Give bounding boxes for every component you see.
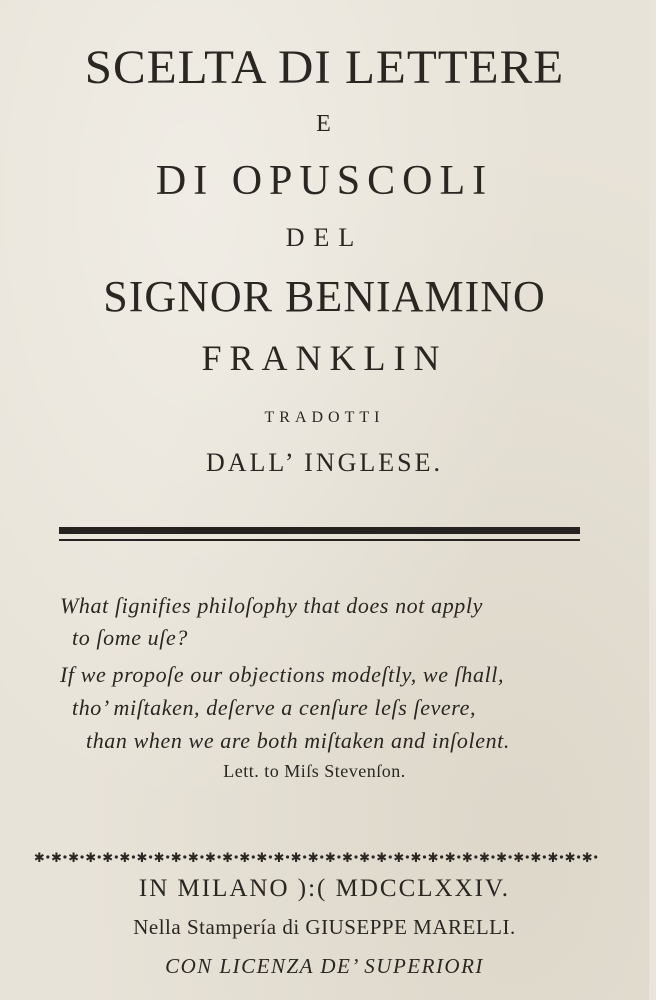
ornament-dot-icon (217, 855, 220, 858)
ornament-dot-icon (98, 855, 101, 858)
ornament-star-icon: ✱ (102, 851, 114, 866)
ornament-dot-icon (594, 855, 597, 858)
title-line-4: DEL (285, 223, 364, 252)
ornament-dot-icon (440, 855, 443, 858)
ornament-star-icon: ✱ (187, 851, 199, 866)
ornament-divider (35, 850, 600, 864)
ornament-dot-icon (423, 855, 426, 858)
ornament-star-icon: ✱ (547, 851, 559, 866)
ornament-dot-icon (543, 855, 546, 858)
epigraph-line-4: tho’ miſtaken, deſerve a cenſure leſs ſevere, (72, 695, 477, 720)
ornament-star-icon: ✱ (290, 851, 302, 866)
ornament-dot-icon (509, 855, 512, 858)
ornament-star-icon: ✱ (530, 851, 542, 866)
ornament-dot-icon (491, 855, 494, 858)
title-line-3: DI OPUSCOLI (155, 158, 494, 204)
ornament-dot-icon (63, 855, 66, 858)
ornament-star-icon: ✱ (50, 851, 62, 866)
ornament-dot-icon (526, 855, 529, 858)
ornament-dot-icon (337, 855, 340, 858)
imprint-place-date: IN MILANO ):( MDCCLXXIV. (138, 875, 511, 902)
ornament-dot-icon (269, 855, 272, 858)
ornament-star-icon: ✱ (342, 851, 353, 866)
ornament-star-icon: ✱ (256, 851, 268, 866)
ornament-star-icon: ✱ (461, 851, 473, 866)
ornament-star-icon: ✱ (170, 851, 182, 866)
ornament-star-icon: ✱ (376, 851, 388, 866)
ornament-dot-icon (354, 855, 357, 858)
ornament-star-icon: ✱ (478, 851, 490, 866)
ornament-star-icon: ✱ (222, 851, 234, 866)
thick-rule-divider (59, 527, 580, 534)
ornament-dot-icon (149, 855, 152, 858)
epigraph-line-5: than when we are both miſtaken and inſolent. (86, 728, 510, 753)
ornament-star-icon: ✱ (427, 851, 439, 866)
ornament-star-icon: ✱ (410, 851, 422, 866)
ornament-dot-icon (235, 855, 238, 858)
ornament-dot-icon (577, 855, 580, 858)
ornament-dot-icon (80, 855, 83, 858)
ornament-dot-icon (406, 855, 409, 858)
ornament-dot-icon (389, 855, 392, 858)
ornament-star-icon: ✱ (393, 851, 405, 866)
ornament-star-icon: ✱ (564, 851, 576, 866)
ornament-dot-icon (132, 855, 135, 858)
ornament-dot-icon (252, 855, 255, 858)
ornament-star-icon: ✱ (136, 851, 148, 866)
ornament-dot-icon (200, 855, 203, 858)
title-line-8: DALL’ INGLESE. (206, 448, 443, 477)
ornament-dot-icon (303, 855, 306, 858)
ornament-star-icon: ✱ (496, 851, 508, 866)
ornament-star-icon: ✱ (205, 851, 216, 866)
title-line-5: SIGNOR BENIAMINO (103, 272, 546, 321)
ornament-star-icon: ✱ (153, 851, 165, 866)
ornament-star-icon: ✱ (581, 851, 593, 866)
ornament-dot-icon (372, 855, 375, 858)
ornament-star-icon: ✱ (307, 851, 319, 866)
ornament-dot-icon (286, 855, 289, 858)
ornament-dot-icon (457, 855, 460, 858)
ornament-dot-icon (320, 855, 323, 858)
ornament-dot-icon (46, 855, 49, 858)
ornament-star-icon: ✱ (513, 851, 525, 866)
title-line-7: TRADOTTI (264, 409, 385, 426)
ornament-star-icon: ✱ (85, 851, 97, 866)
imprint-license: CON LICENZA DE’ SUPERIORI (165, 954, 484, 978)
ornament-dot-icon (166, 855, 169, 858)
ornament-star-icon: ✱ (33, 851, 45, 866)
ornament-star-icon: ✱ (444, 851, 456, 866)
ornament-dot-icon (115, 855, 118, 858)
ornament-star-icon: ✱ (359, 851, 371, 866)
title-line-2: E (316, 111, 333, 137)
ornament-star-icon: ✱ (273, 851, 285, 866)
epigraph-line-3: If we propoſe our objections modeſtly, we ſhall, (60, 662, 505, 687)
ornament-dot-icon (183, 855, 186, 858)
ornament-dot-icon (560, 855, 563, 858)
imprint-printer: Nella Stampería di GIUSEPPE MARELLI. (133, 915, 516, 939)
ornament-star-icon: ✱ (324, 851, 336, 866)
title-line-6: FRANKLIN (201, 338, 448, 378)
epigraph-line-1: What ſignifies philoſophy that does not apply (60, 593, 483, 618)
ornament-star-icon: ✱ (119, 851, 131, 866)
epigraph-line-2: to ſome uſe? (72, 625, 188, 650)
ornament-star-icon: ✱ (239, 851, 251, 866)
ornament-star-icon: ✱ (68, 851, 79, 866)
title-line-1: SCELTA DI LETTERE (84, 41, 565, 94)
epigraph-attribution: Lett. to Miſs Stevenſon. (223, 761, 406, 781)
thin-rule-divider (59, 539, 580, 541)
ornament-dot-icon (474, 855, 477, 858)
